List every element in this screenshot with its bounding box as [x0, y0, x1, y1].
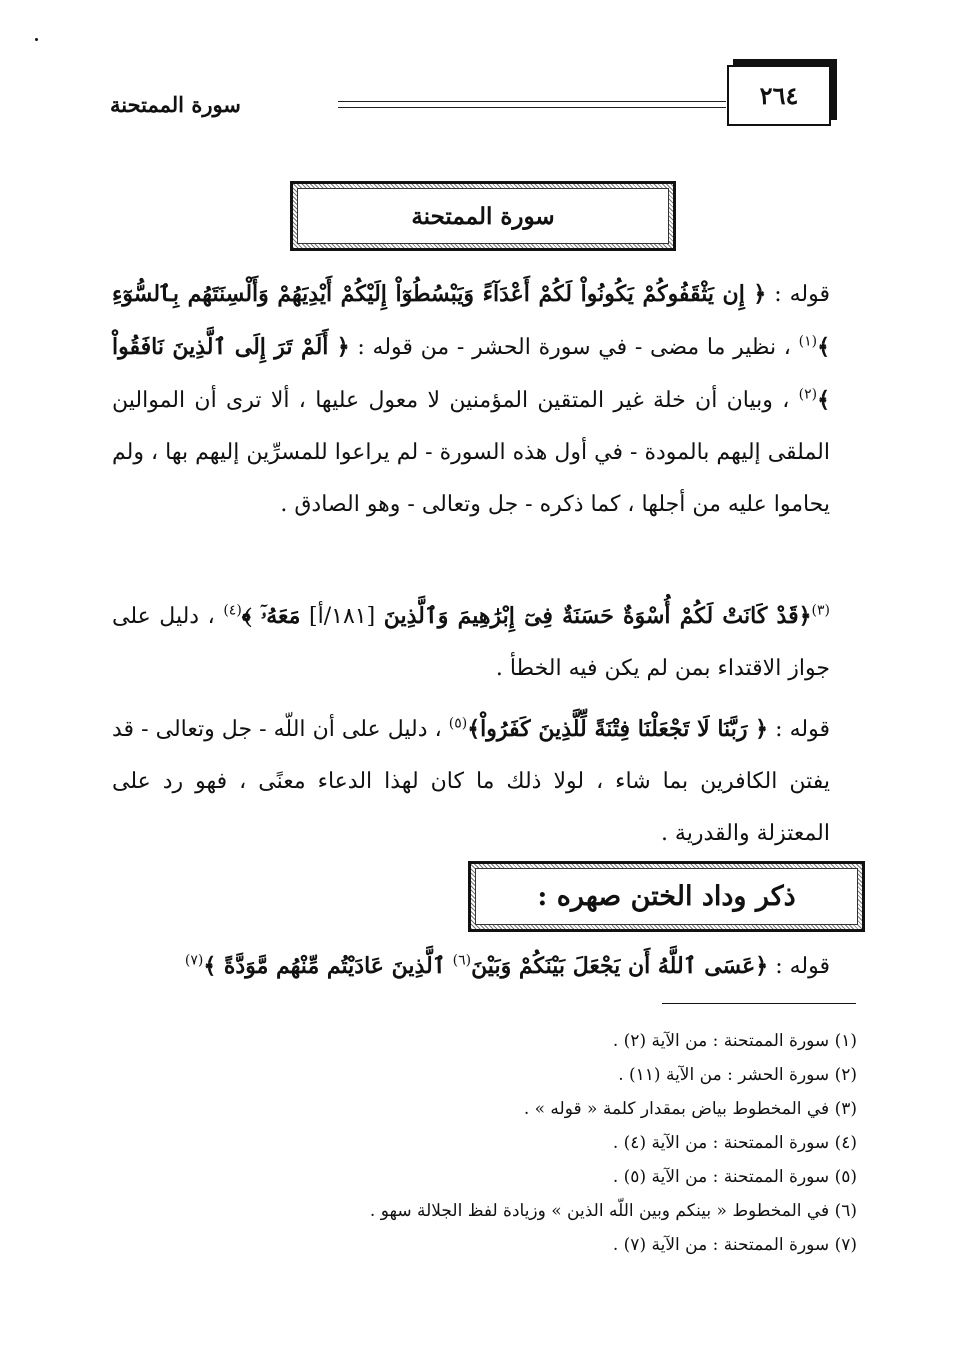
- footnote-ref: (٦): [452, 952, 472, 969]
- footnote-ref: (٣): [811, 602, 830, 619]
- intro-text: قوله :: [775, 954, 830, 979]
- page-number-box: [727, 65, 831, 126]
- quran-verse: مَعَهُۥٓ ﴾: [241, 603, 301, 629]
- running-title: سورة الممتحنة: [110, 92, 241, 117]
- paragraph-2: [112, 590, 830, 695]
- body-text: ، وبيان أن خلة غير المتقين المؤمنين لا معول عليها ، ألا ترى أن الموالين الملقى إليهم بالمودة - في أول هذه السورة - لم يراعوا للمسرِّين إليهم بها ، ولم يحاموا عليه من أجلها ، كما ذكره - جل وتعالى - وهو الصادق .: [112, 388, 830, 517]
- paragraph-3: [112, 703, 830, 860]
- header-rule-bottom: [338, 107, 726, 108]
- header-rule-top: [338, 101, 726, 102]
- surah-title-frame: [290, 181, 676, 251]
- footnote-1: (١) سورة الممتحنة : من الآية (٢) .: [612, 1031, 857, 1051]
- quran-verse: ﴿ أَلَمْ تَرَ إِلَى ٱلَّذِينَ نَافَقُواْ ﴾: [112, 334, 830, 413]
- quran-verse: ٱلَّذِينَ عَادَيْتُم مِّنْهُم مَّوَدَّةً ﴾: [203, 953, 446, 979]
- folio-marker: [١٨١/أ]: [309, 604, 376, 629]
- footnote-4: (٤) سورة الممتحنة : من الآية (٤) .: [612, 1133, 857, 1153]
- quran-verse: ﴿عَسَى ٱللَّهُ أَن يَجْعَلَ بَيْنَكُمْ وَبَيْنَ: [471, 953, 769, 979]
- footnotes-list: [370, 1024, 857, 1262]
- section-heading-frame: [468, 861, 865, 932]
- body-text: ، نظير ما مضى - في سورة الحشر - من قوله :: [357, 335, 791, 360]
- quran-verse: ﴿ إِن يَثْقَفُوكُمْ يَكُونُواْ لَكُمْ أَعْدَآءً وَيَبْسُطُوٓاْ إِلَيْكُمْ أَيْدِيَهُمْ وَأَلْسِنَتَهُم بِٱلسُّوٓءِ ﴾: [112, 281, 830, 360]
- surah-title: سورة الممتحنة: [297, 188, 669, 244]
- footnote-ref: (١): [798, 333, 818, 350]
- footnote-3: (٣) في المخطوط بياض بمقدار كلمة « قوله » .: [523, 1099, 857, 1119]
- footnote-ref: (٥): [448, 715, 468, 732]
- scan-speck: [35, 38, 38, 41]
- intro-text: قوله :: [775, 717, 831, 742]
- body-text: ، دليل على أن اللّه - جل وتعالى - قد يفتن الكافرين بما شاء ، لولا ذلك ما كان لهذا الدعاء معنًى ، فهو رد على المعتزلة والقدرية .: [112, 717, 830, 846]
- section-heading: ذكر وداد الختن صهره :: [475, 868, 858, 925]
- paragraph-1: [112, 268, 830, 531]
- quran-verse: ﴿قَدْ كَانَتْ لَكُمْ أُسْوَةٌ حَسَنَةٌ فِىٓ إِبْرَٰهِيمَ وَٱلَّذِينَ: [383, 603, 812, 629]
- intro-text: قوله :: [774, 282, 830, 307]
- footnote-ref: (٧): [184, 952, 204, 969]
- quran-verse: ﴿ رَبَّنَا لَا تَجْعَلْنَا فِتْنَةً لِّلَّذِينَ كَفَرُواْ﴾: [467, 716, 769, 742]
- paragraph-4: [112, 940, 830, 993]
- body-text: ، دليل على جواز الاقتداء بمن لم يكن فيه الخطأ .: [112, 604, 830, 681]
- footnote-ref: (٢): [798, 386, 818, 403]
- page-number: ٢٦٤: [759, 81, 799, 110]
- footnote-ref: (٤): [223, 602, 242, 619]
- footnote-7: (٧) سورة الممتحنة : من الآية (٧) .: [612, 1235, 857, 1255]
- footnote-5: (٥) سورة الممتحنة : من الآية (٥) .: [612, 1167, 857, 1187]
- footnote-2: (٢) سورة الحشر : من الآية (١١) .: [618, 1065, 857, 1085]
- footnote-rule: [662, 1003, 856, 1004]
- footnote-6: (٦) في المخطوط « بينكم وبين اللّه الذين » وزيادة لفظ الجلالة سهو .: [369, 1201, 857, 1221]
